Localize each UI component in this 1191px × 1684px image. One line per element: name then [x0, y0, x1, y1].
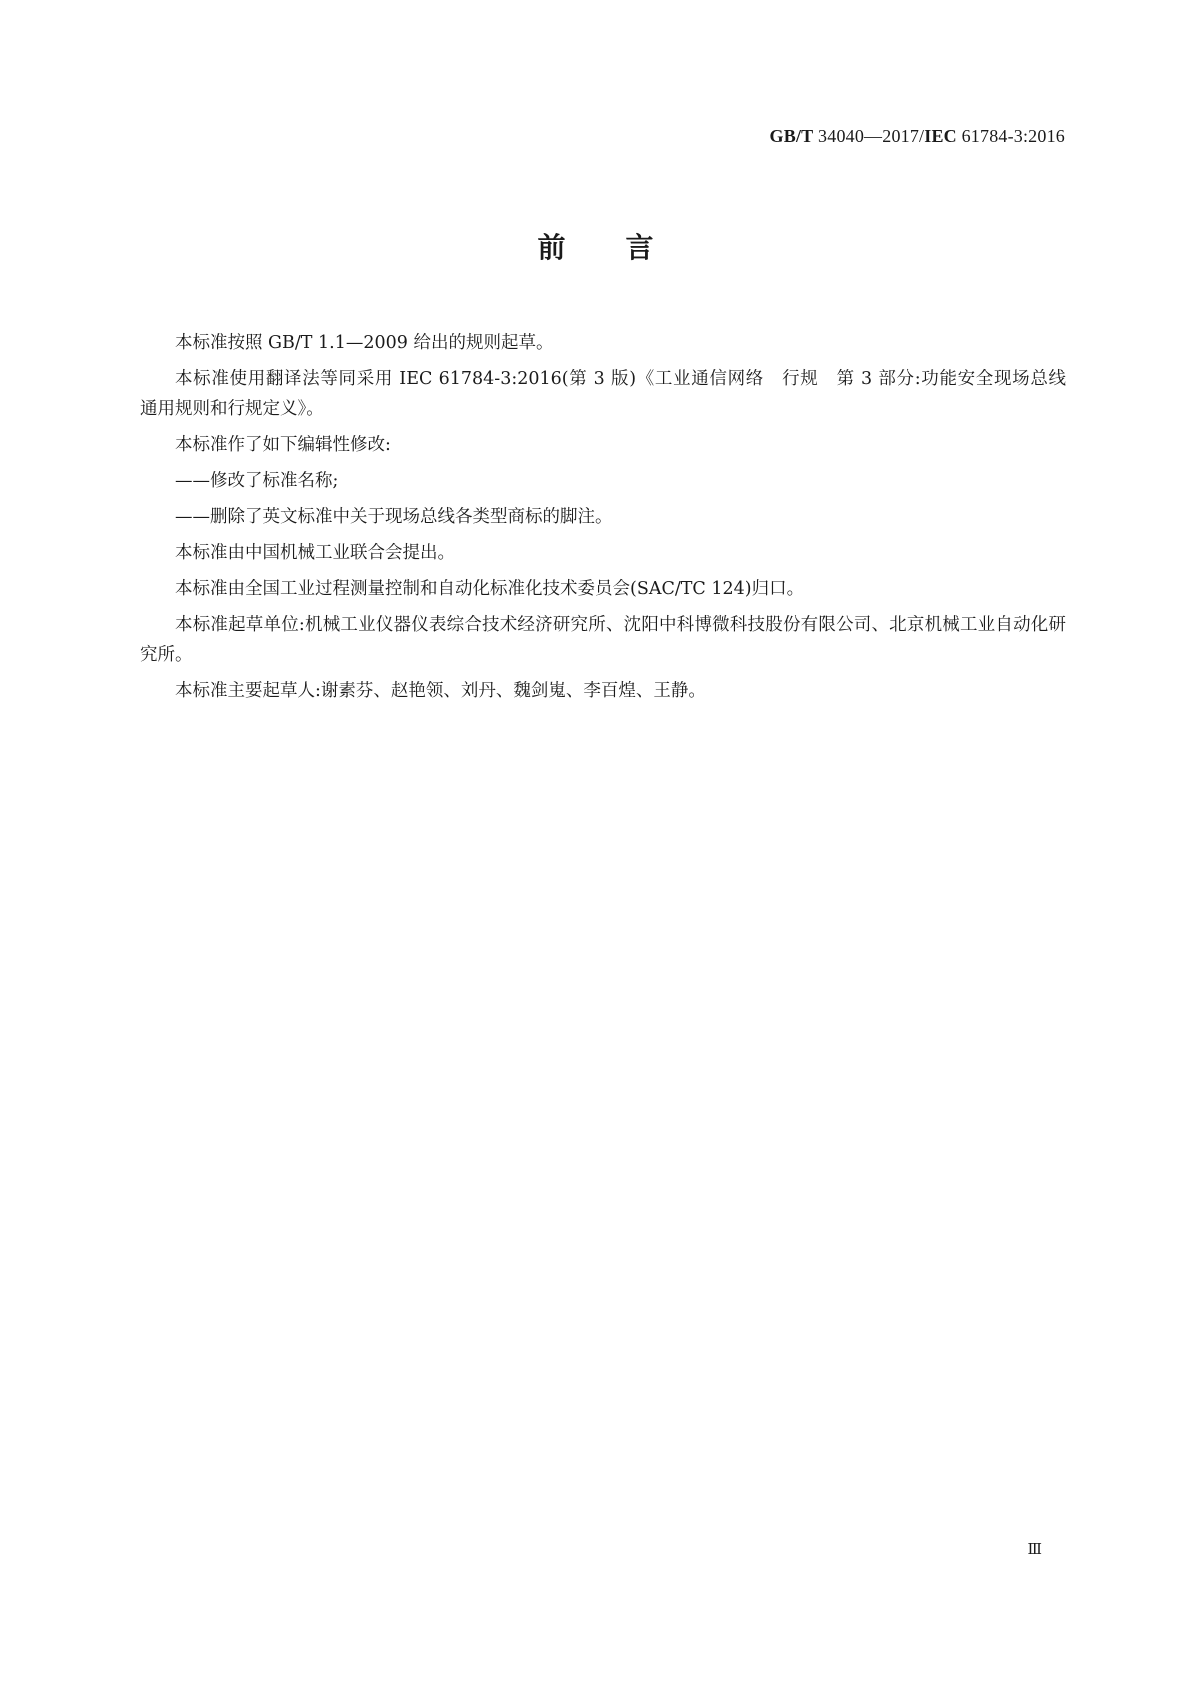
standard-number-header	[770, 126, 1065, 147]
iec-number: 61784-3:2016	[956, 126, 1065, 146]
paragraph-drafting-rules: 本标准按照 GB/T 1.1—2009 给出的规则起草。	[175, 333, 554, 353]
paragraph-drafters: 本标准主要起草人:谢素芬、赵艳领、刘丹、魏剑嵬、李百煌、王静。	[175, 681, 706, 701]
list-item-footnote-removal: ——删除了英文标准中关于现场总线各类型商标的脚注。	[175, 507, 613, 527]
standard-prefix: GB/T	[769, 126, 814, 146]
paragraph-editorial-changes: 本标准作了如下编辑性修改:	[175, 435, 391, 455]
paragraph-proposer: 本标准由中国机械工业联合会提出。	[175, 543, 455, 563]
page-number: Ⅲ	[1027, 1542, 1041, 1558]
standard-number: 34040—2017/	[813, 126, 925, 146]
paragraph-drafting-units: 本标准起草单位:机械工业仪器仪表综合技术经济研究所、沈阳中科博微科技股份有限公司、北京机械工业自动化研究所。	[140, 615, 1066, 665]
paragraph-technical-committee: 本标准由全国工业过程测量控制和自动化标准化技术委员会(SAC/TC 124)归口。	[175, 579, 805, 599]
foreword-body	[140, 328, 1084, 712]
paragraph-adoption: 本标准使用翻译法等同采用 IEC 61784-3:2016(第 3 版)《工业通信网络 行规 第 3 部分:功能安全现场总线 通用规则和行规定义》。	[140, 369, 1084, 419]
iec-prefix: IEC	[924, 126, 957, 146]
list-item-name-change: ——修改了标准名称;	[175, 471, 339, 491]
page-title: 前言	[537, 231, 714, 264]
